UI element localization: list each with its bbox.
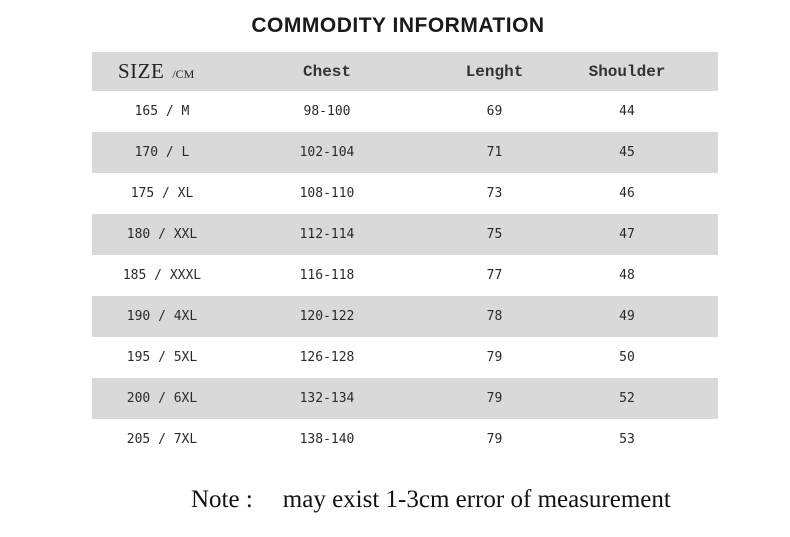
cell-length: 75 — [486, 227, 503, 242]
cell-size: 165 / M — [134, 104, 190, 119]
table-row — [92, 91, 718, 132]
header-length: Lenght — [465, 62, 524, 81]
table-row — [92, 173, 718, 214]
cell-shoulder: 50 — [619, 350, 635, 365]
header-size-unit: /CM — [172, 67, 195, 81]
cell-size: 205 / 7XL — [126, 432, 198, 447]
cell-size: 190 / 4XL — [126, 309, 198, 324]
header-size-label: SIZE — [118, 59, 165, 83]
cell-chest: 112-114 — [299, 227, 355, 242]
cell-shoulder: 49 — [619, 309, 635, 324]
note-text: may exist 1-3cm error of measurement — [282, 486, 671, 513]
cell-shoulder: 45 — [619, 145, 635, 160]
cell-chest: 98-100 — [303, 104, 351, 119]
cell-chest: 132-134 — [299, 391, 355, 406]
table-row — [92, 419, 718, 460]
cell-shoulder: 46 — [619, 186, 635, 201]
cell-length: 79 — [486, 432, 503, 447]
table-row — [92, 337, 718, 378]
table-row — [92, 132, 718, 173]
table-header-row — [92, 52, 718, 91]
cell-shoulder: 44 — [619, 104, 635, 119]
cell-length: 71 — [486, 145, 503, 160]
cell-size: 175 / XL — [130, 186, 194, 201]
cell-size: 170 / L — [134, 145, 190, 160]
size-table — [92, 52, 718, 460]
cell-chest: 120-122 — [299, 309, 355, 324]
cell-chest: 108-110 — [299, 186, 355, 201]
cell-size: 180 / XXL — [126, 227, 198, 242]
cell-length: 79 — [486, 391, 503, 406]
table-row — [92, 214, 718, 255]
cell-length: 73 — [486, 186, 503, 201]
cell-shoulder: 52 — [619, 391, 635, 406]
cell-chest: 102-104 — [299, 145, 355, 160]
cell-size: 195 / 5XL — [126, 350, 198, 365]
header-chest: Chest — [302, 62, 351, 81]
cell-length: 77 — [486, 268, 503, 283]
cell-shoulder: 47 — [619, 227, 635, 242]
cell-chest: 116-118 — [299, 268, 355, 283]
page-title: COMMODITY INFORMATION — [251, 14, 545, 37]
table-row — [92, 378, 718, 419]
cell-length: 69 — [486, 104, 503, 119]
cell-shoulder: 53 — [619, 432, 635, 447]
cell-chest: 138-140 — [299, 432, 355, 447]
cell-chest: 126-128 — [299, 350, 355, 365]
table-row — [92, 255, 718, 296]
note-label: Note : — [191, 486, 253, 513]
header-shoulder: Shoulder — [588, 62, 666, 81]
table-row — [92, 296, 718, 337]
cell-shoulder: 48 — [619, 268, 635, 283]
cell-size: 200 / 6XL — [126, 391, 198, 406]
measurement-note — [191, 486, 671, 514]
cell-length: 79 — [486, 350, 503, 365]
cell-size: 185 / XXXL — [122, 268, 202, 283]
header-size — [92, 52, 268, 91]
cell-length: 78 — [486, 309, 503, 324]
